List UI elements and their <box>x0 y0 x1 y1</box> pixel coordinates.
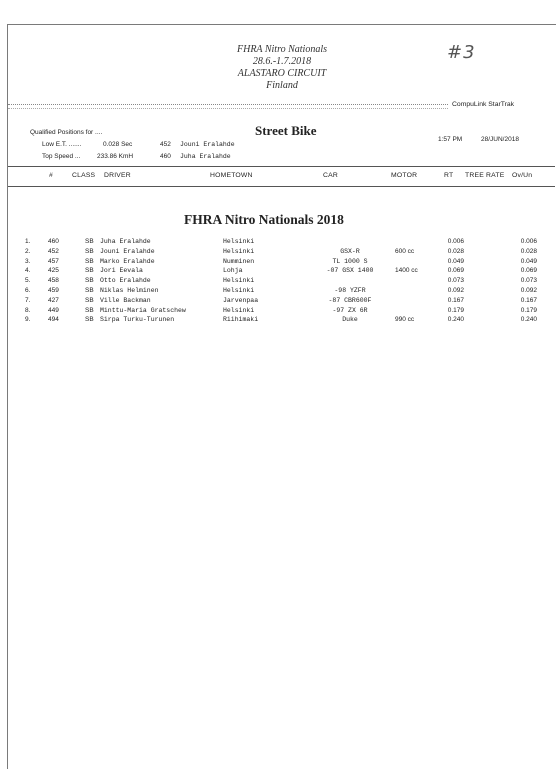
top-speed-number: 460 <box>160 153 171 160</box>
row-tree-rate: 0.073 <box>520 277 537 285</box>
row-motor: 990 cc <box>395 316 415 324</box>
low-et-number: 452 <box>160 141 171 148</box>
print-date: 28/JUN/2018 <box>481 136 519 143</box>
dotted-separator <box>8 104 448 109</box>
row-position: 7. <box>25 296 31 304</box>
row-position: 2. <box>25 247 31 255</box>
event-country: Finland <box>266 80 298 91</box>
row-rt: 0.028 <box>447 247 464 255</box>
row-position: 9. <box>25 316 31 324</box>
row-rt: 0.167 <box>447 296 464 304</box>
row-hometown: Helsinki <box>223 247 255 255</box>
row-hometown: Numminen <box>223 257 255 265</box>
row-motor: 1400 cc <box>395 267 418 275</box>
low-et-driver: Jouni Eralahde <box>180 141 235 148</box>
row-driver: Juha Eralahde <box>100 238 151 245</box>
row-tree-rate: 0.092 <box>520 287 537 294</box>
event-circuit: ALASTARO CIRCUIT <box>237 68 327 79</box>
row-hometown: Helsinki <box>223 277 255 285</box>
row-hometown: Lohja <box>223 267 243 275</box>
event-dates: 28.6.-1.7.2018 <box>252 56 312 67</box>
row-driver: Marko Eralahde <box>100 257 155 265</box>
top-speed-driver: Juha Eralahde <box>180 153 231 160</box>
row-number: 427 <box>48 296 59 304</box>
row-class: SB <box>85 277 94 285</box>
row-hometown: Helsinki <box>223 238 255 245</box>
row-position: 5. <box>25 277 31 285</box>
low-et-value: 0.028 Sec <box>103 141 133 148</box>
row-driver: Ville Backman <box>100 296 151 304</box>
row-driver: Niklas Helminen <box>100 287 159 294</box>
row-rt: 0.069 <box>447 267 464 275</box>
col-tree-rate: TREE RATE <box>465 172 505 179</box>
row-tree-rate: 0.240 <box>520 316 537 324</box>
row-tree-rate: 0.028 <box>520 247 537 255</box>
row-motor: 600 cc <box>395 247 415 255</box>
row-hometown: Riihimaki <box>223 316 259 324</box>
row-car: TL 1000 S <box>332 257 368 265</box>
row-class: SB <box>85 267 94 275</box>
row-number: 452 <box>48 247 59 255</box>
class-title: Street Bike <box>255 123 317 138</box>
row-rt: 0.240 <box>447 316 464 324</box>
row-driver: Otto Eralahde <box>100 277 151 285</box>
row-driver: Minttu-Maria Gratschew <box>100 306 186 314</box>
event-name: FHRA Nitro Nationals <box>236 44 327 55</box>
row-car: GSX-R <box>340 247 360 255</box>
row-rt: 0.006 <box>447 238 464 245</box>
row-tree-rate: 0.069 <box>520 267 537 275</box>
col-motor: MOTOR <box>391 172 418 179</box>
row-class: SB <box>85 257 94 265</box>
row-rt: 0.092 <box>447 287 464 294</box>
row-rt: 0.179 <box>447 306 464 314</box>
row-number: 494 <box>48 316 59 324</box>
row-class: SB <box>85 287 94 294</box>
row-class: SB <box>85 238 94 245</box>
row-tree-rate: 0.006 <box>520 238 537 245</box>
row-tree-rate: 0.167 <box>520 296 537 304</box>
results-title: FHRA Nitro Nationals 2018 <box>184 212 344 227</box>
col-ov-un: Ov/Un <box>512 172 533 179</box>
row-position: 8. <box>25 306 31 314</box>
row-car: -98 YZFR <box>334 287 366 294</box>
row-rt: 0.073 <box>447 277 464 285</box>
row-driver: Sirpa Turku-Turunen <box>100 316 175 324</box>
row-tree-rate: 0.049 <box>520 257 537 265</box>
header-rule-top <box>8 166 555 167</box>
col-class: CLASS <box>72 172 96 179</box>
low-et-label: Low E.T. ....... <box>42 141 82 148</box>
row-hometown: Jarvenpaa <box>223 296 259 304</box>
row-car: Duke <box>342 316 358 324</box>
row-hometown: Helsinki <box>223 306 255 314</box>
col-car: CAR <box>323 172 338 179</box>
header-rule-bottom <box>8 186 555 187</box>
row-car: -07 GSX 1400 <box>326 267 374 275</box>
row-number: 457 <box>48 257 59 265</box>
handwritten-mark: #3 <box>447 42 476 63</box>
row-car: -97 ZX 6R <box>332 306 368 314</box>
row-driver: Jouni Eralahde <box>100 247 155 255</box>
col-hometown: HOMETOWN <box>210 172 253 179</box>
top-speed-value: 233.86 KmH <box>97 153 134 160</box>
row-car: -87 CBR600F <box>328 296 372 304</box>
row-number: 459 <box>48 287 59 294</box>
qualified-heading: Qualified Positions for .... <box>30 129 103 136</box>
row-driver: Jori Eevala <box>100 267 143 275</box>
row-class: SB <box>85 296 94 304</box>
col-pos: # <box>49 172 53 179</box>
row-number: 425 <box>48 267 59 275</box>
row-number: 458 <box>48 277 59 285</box>
row-number: 449 <box>48 306 59 314</box>
print-time: 1:57 PM <box>438 136 463 143</box>
row-class: SB <box>85 306 94 314</box>
row-class: SB <box>85 316 94 324</box>
row-position: 6. <box>25 287 31 294</box>
row-hometown: Helsinki <box>223 287 255 294</box>
row-number: 460 <box>48 238 59 245</box>
system-name: CompuLink StarTrak <box>452 101 515 108</box>
row-rt: 0.049 <box>447 257 464 265</box>
col-rt: RT <box>444 172 454 179</box>
row-tree-rate: 0.179 <box>520 306 537 314</box>
col-driver: DRIVER <box>104 172 131 179</box>
top-speed-label: Top Speed ... <box>42 153 81 160</box>
row-position: 3. <box>25 257 31 265</box>
row-position: 1. <box>25 238 31 245</box>
row-position: 4. <box>25 267 31 275</box>
row-class: SB <box>85 247 94 255</box>
